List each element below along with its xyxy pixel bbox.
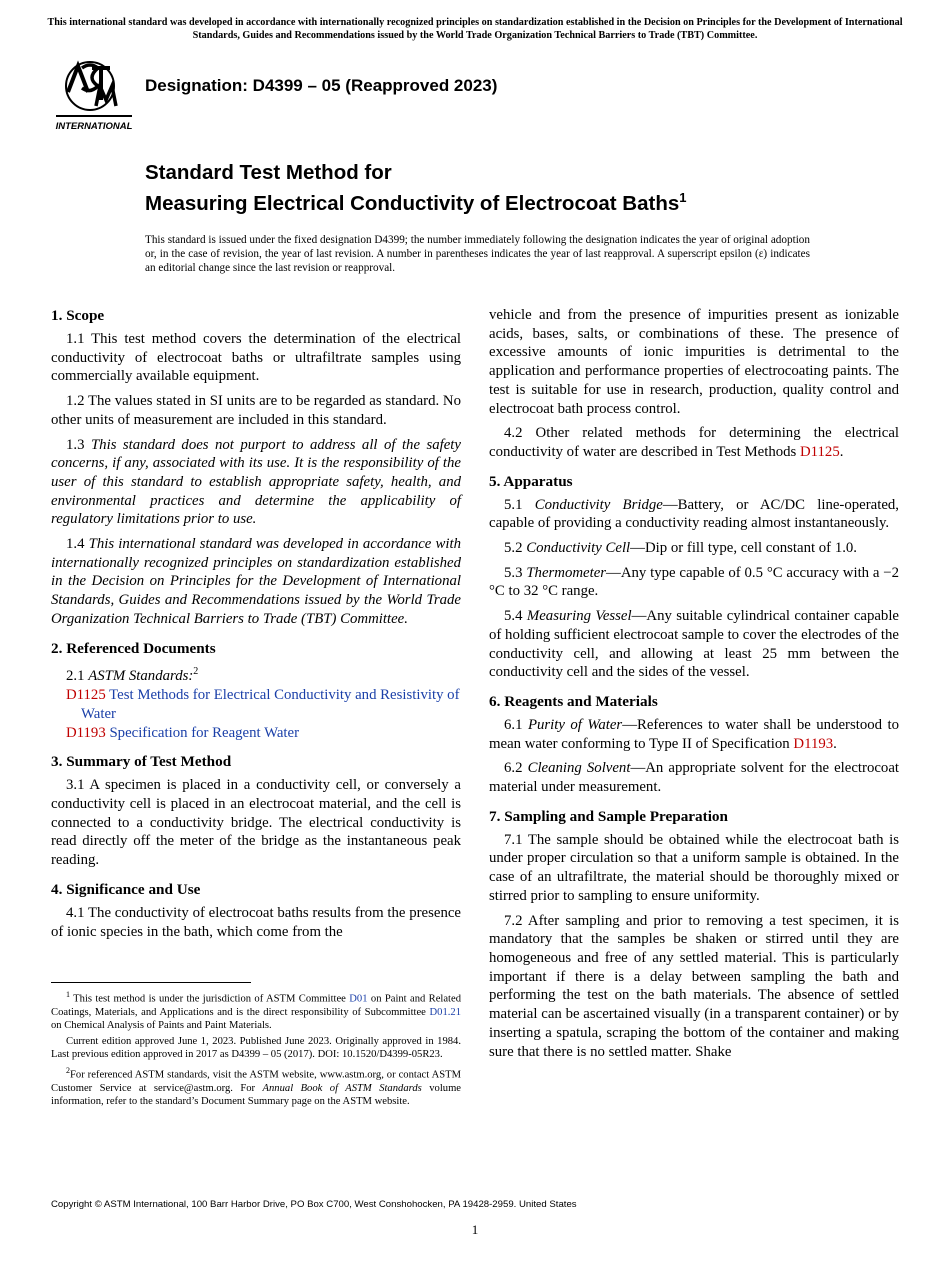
- subcommittee-link[interactable]: D01.21: [429, 1006, 461, 1018]
- reference-link-d1125[interactable]: D1125: [799, 443, 840, 460]
- reference-item: [66, 724, 461, 743]
- footnote: $^1$ This test method is under the jurisdiction of ASTM Committee D01 on Paint and Related Coatings, Materials, and Applications and is the direct responsibility of Subcommittee D01.21 on Chemical Analysis of Paints and Paint Materials.: [51, 990, 461, 1032]
- reference-link-d1193[interactable]: D1193: [66, 724, 106, 741]
- paragraph: 4.1 The conductivity of electrocoat baths results from the presence of ionic species in the bath, which come from the: [51, 904, 461, 940]
- section-heading: 6. Reagents and Materials: [489, 692, 658, 710]
- header-notice: This international standard was developed in accordance with internationally recognized principles on standardization established in the Decision on Principles for the Development of International Standards, Guides and Recommendations issued by the World Trade Organization Technical Barriers to Trade (TBT) Committee.: [47, 17, 903, 41]
- paragraph: 1.2 The values stated in SI units are to be regarded as standard. No other units of measurement are included in this standard.: [51, 393, 461, 428]
- reference-link-d1125[interactable]: D1125: [66, 687, 106, 704]
- paragraph: 4.2 Other related methods for determining the electrical conductivity of water are described in Test Methods D1125.: [489, 425, 899, 460]
- section-heading: 4. Significance and Use: [51, 880, 201, 898]
- paragraph: vehicle and from the presence of impurities present as ionizable acids, bases, salts, or combinations of these. The presence of excessive amounts of ionic impurities is detrimental to the application and performance properties of electrocoating paints. The test is suitable for use in research, production, quality control and electrocoat bath process control.: [489, 307, 899, 417]
- footnotes: [51, 988, 461, 1110]
- astm-logo: [52, 56, 136, 132]
- copyright-notice: Copyright © ASTM International, 100 Barr Harbor Drive, PO Box C700, West Conshohocken, PA 19428-2959. United States: [51, 1199, 577, 1210]
- left-column: [51, 306, 461, 947]
- paragraph: 2.1 ASTM Standards:$^2$: [66, 665, 199, 684]
- paragraph: 5.2 Conductivity Cell—Dip or fill type, cell constant of 1.0.: [504, 540, 858, 557]
- title-line-2: Measuring Electrical Conductivity of Electrocoat Baths$^1$: [145, 190, 687, 215]
- paragraph: 5.1 Conductivity Bridge—Battery, or AC/DC line-operated, capable of providing a conductivity reading almost instantaneously.: [489, 496, 899, 532]
- reference-title-link[interactable]: Test Methods for Electrical Conductivity and Resistivity of Water: [81, 687, 460, 722]
- paragraph: 1.3 This standard does not purport to address all of the safety concerns, if any, associated with its use. It is the responsibility of the user of this standard to establish appropriate safety, health, and environmental practices and determine the applicability of regulatory limitations prior to use.: [51, 436, 461, 528]
- reference-item: [66, 686, 461, 723]
- committee-link[interactable]: D01: [349, 993, 368, 1005]
- right-column: [489, 306, 899, 1067]
- paragraph: 1.4 This international standard was developed in accordance with internationally recognized principles on standardization established in the Decision on Principles for the Development of International Standards, Guides and Recommendations issued by the World Trade Organization Technical Barriers to Trade (TBT) Committee.: [51, 536, 461, 627]
- section-heading: 7. Sampling and Sample Preparation: [489, 807, 728, 825]
- page-number: 1: [471, 1222, 479, 1237]
- svg-text:INTERNATIONAL: INTERNATIONAL: [55, 121, 133, 132]
- section-heading: 1. Scope: [51, 307, 105, 324]
- section-heading: 2. Referenced Documents: [51, 639, 216, 657]
- designation: Designation: D4399 – 05 (Reapproved 2023): [145, 76, 498, 95]
- paragraph: 6.1 Purity of Water—References to water shall be understood to mean water conforming to Type II of Specification D1193.: [489, 716, 899, 752]
- reference-title-link[interactable]: Specification for Reagent Water: [109, 724, 300, 741]
- paragraph: 6.2 Cleaning Solvent—An appropriate solvent for the electrocoat material under measurement.: [489, 760, 899, 796]
- section-heading: 5. Apparatus: [489, 472, 573, 490]
- intro-paragraph: This standard is issued under the fixed designation D4399; the number immediately following the designation indicates the year of original adoption or, in the case of revision, the year of last revision. A number in parentheses indicates the year of last reapproval. A superscript epsilon (ε) indicates an editorial change since the last revision or reapproval.: [145, 234, 810, 274]
- footnote-divider: [51, 982, 251, 983]
- footnote: $^2$For referenced ASTM standards, visit the ASTM website, www.astm.org, or contact ASTM Customer Service at service@astm.org. For Annual Book of ASTM Standards volume information, refer to the standard’s Document Summary page on the ASTM website.: [51, 1065, 462, 1107]
- title-line-1: Standard Test Method for: [145, 161, 392, 184]
- paragraph: 1.1 This test method covers the determination of the electrical conductivity of electrocoat baths or ultrafiltrate samples using commercially available equipment.: [51, 331, 461, 385]
- footnote: Current edition approved June 1, 2023. Published June 2023. Originally approved in 1984. Last previous edition approved in 2017 as D4399 – 05 (2017). DOI: 10.1520/D4399-05R23.: [51, 1035, 461, 1061]
- document-title: [145, 160, 865, 216]
- paragraph: 5.3 Thermometer—Any type capable of 0.5 °C accuracy with a −2 °C to 32 °C range.: [489, 564, 900, 600]
- paragraph: 7.2 After sampling and prior to removing a test specimen, it is mandatory that the samples be shaken or stirred until they are homogeneous and free of any settled material. This is particularly important if there is a delay between sampling the bath and performing the test on the bath materials. The absence of settled material can be ascertained visually (in a transparent container) or by inserting a spatula, scraping the bottom of the container and making sure that there is no settled matter. Shake: [489, 912, 899, 1060]
- paragraph: 3.1 A specimen is placed in a conductivity cell, or conversely a conductivity cell is placed in an electrocoat material, and the cell is connected to a conductivity bridge. The electrical conductivity is read directly off the meter of the bridge as the instantaneous peak reading.: [51, 777, 461, 869]
- paragraph: 7.1 The sample should be obtained while the electrocoat bath is under proper circulation so that a uniform sample is obtained. In the case of an ultrafiltrate, the material should be thoroughly mixed or stirred prior to sampling to ensure uniformity.: [489, 831, 899, 904]
- reference-link-d1193[interactable]: D1193: [793, 735, 834, 752]
- title-footnote-mark: 1: [679, 190, 687, 205]
- paragraph: 5.4 Measuring Vessel—Any suitable cylindrical container capable of holding sufficient electrocoat sample to cover the electrodes of the conductivity cell, and allowing at least 25 mm between the conductivity cell and the sides of the vessel.: [489, 608, 899, 681]
- section-heading: 3. Summary of Test Method: [51, 753, 232, 771]
